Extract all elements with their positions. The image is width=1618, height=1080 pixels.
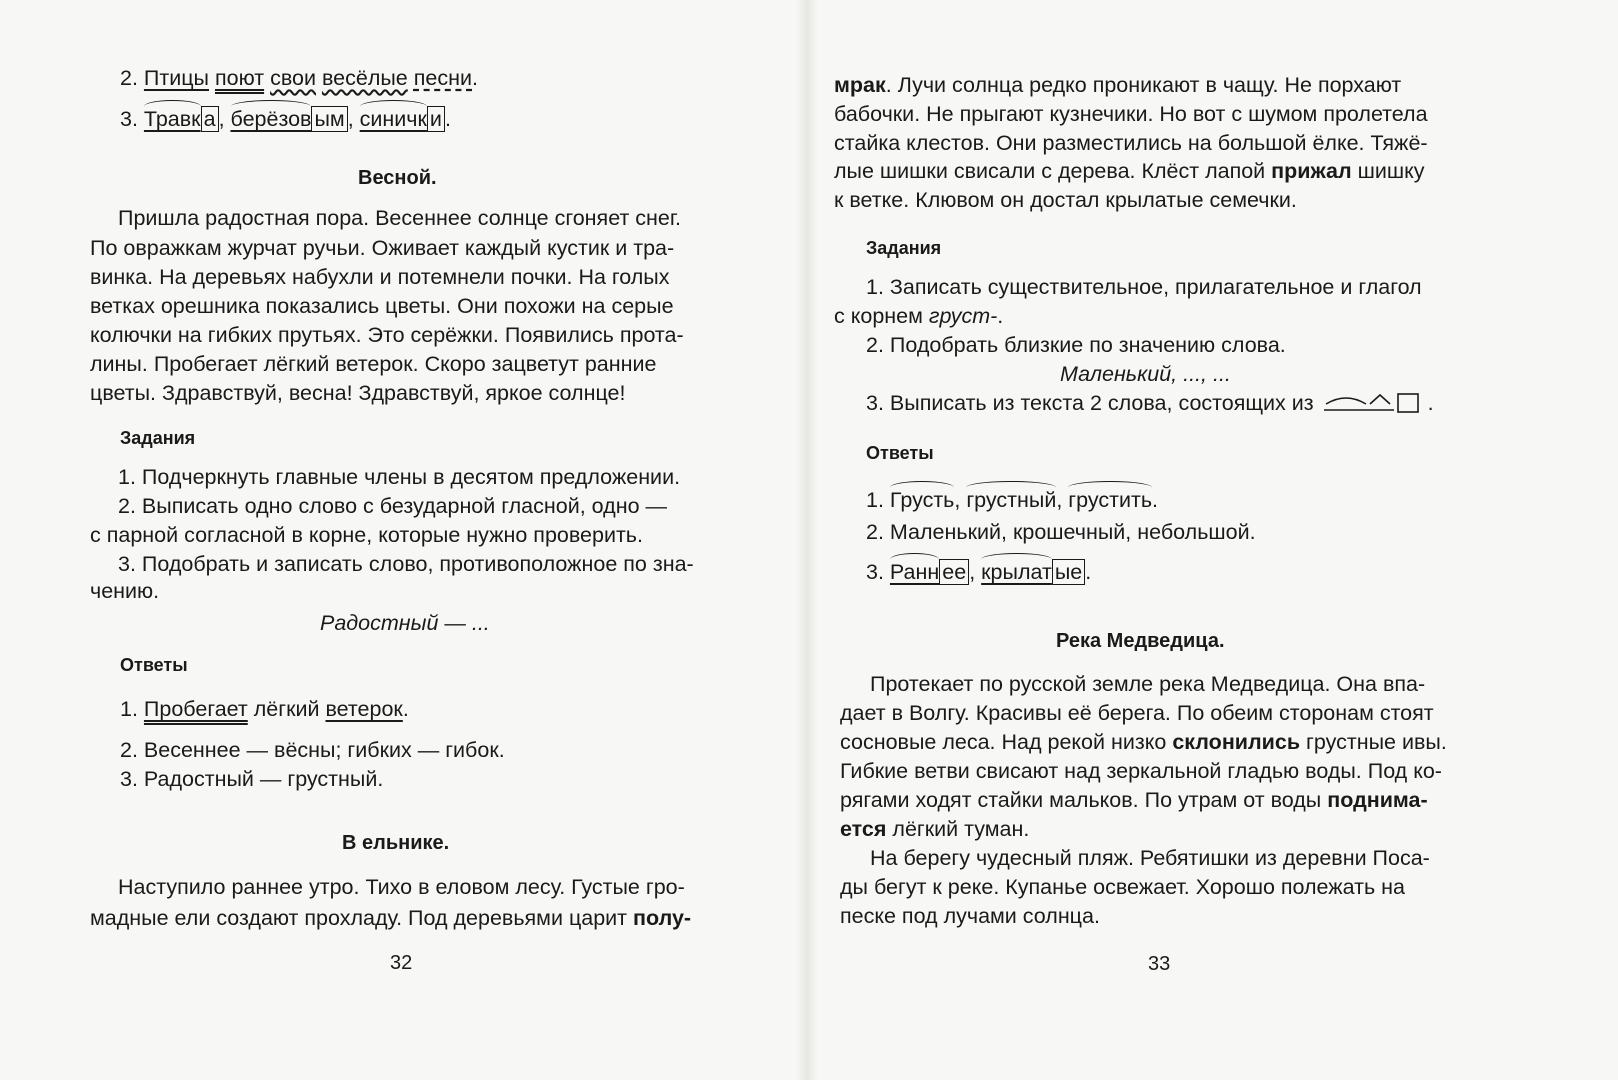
prev-answer-3: 3. Травк а , берёзов ым , синичк и .	[120, 104, 451, 134]
text1-line-1: Пришла радостная пора. Весеннее солнце сгоняет снег.	[118, 206, 682, 230]
text3-line-6: ется лёгкий туман.	[840, 817, 1030, 841]
cont-line-2: бабочки. Не прыгают кузнечики. Но вот с шумом пролетела	[834, 102, 1428, 126]
text1-line-3: винка. На деревьях набухли и потемнели почки. На голых	[90, 265, 670, 289]
left-task-1: 1. Подчеркнуть главные члены в десятом предложении.	[118, 465, 681, 489]
right-task-1: 1. Записать существительное, прилагательное и глагол	[866, 275, 1422, 299]
left-answer-3: 3. Радостный — грустный.	[120, 767, 384, 791]
prev-answer-2: 2. Птицы поют свои весёлые песни.	[120, 66, 478, 90]
right-task-3: 3. Выписать из текста 2 слова, состоящих из .	[866, 391, 1434, 415]
text2-line-1: Наступило раннее утро. Тихо в еловом лесу. Густые гро-	[118, 875, 685, 899]
text1-line-6: лины. Пробегает лёгкий ветерок. Скоро зацветут ранние	[90, 352, 657, 376]
tasks-title-right: Задания	[866, 238, 942, 258]
text3-line-2: дает в Волгу. Красивы её берега. По обеим сторонам стоят	[840, 701, 1434, 725]
text3-line-3: сосновые леса. Над рекой низко склонились грустные ивы.	[840, 730, 1447, 754]
left-answer-2: 2. Весеннее — вёсны; гибких — гибок.	[120, 738, 505, 762]
right-task-2-example: Маленький, ..., ...	[1060, 362, 1231, 386]
title-reka-medveditsa: Река Медведица.	[1056, 630, 1225, 652]
left-task-example: Радостный — ...	[320, 611, 490, 635]
cont-line-1: мрак. Лучи солнца редко проникают в чащу. Не порхают	[834, 73, 1402, 97]
text1-line-2: По овражкам журчат ручьи. Оживает каждый кустик и тра-	[90, 236, 675, 260]
right-answer-3: 3. Ранн ее , крылат ые .	[866, 557, 1091, 587]
cont-line-4: лые шишки свисали с дерева. Клёст лапой прижал шишку	[834, 159, 1425, 183]
text3-line-1: Протекает по русской земле река Медведица. Она впа-	[870, 672, 1426, 696]
tasks-title-left: Задания	[120, 428, 196, 448]
text3-line-7: На берегу чудесный пляж. Ребятишки из деревни Поса-	[870, 846, 1430, 870]
text1-line-7: цветы. Здравствуй, весна! Здравствуй, яркое солнце!	[90, 381, 626, 405]
left-answer-1: 1. Пробегает лёгкий ветерок.	[120, 697, 409, 721]
text1-line-5: колючки на гибких прутьях. Это серёжки. Появились прота-	[90, 323, 684, 347]
right-task-1b: с корнем груст-.	[834, 304, 1004, 328]
left-task-2: 2. Выписать одно слово с безударной гласной, одно —	[118, 494, 667, 518]
right-task-2: 2. Подобрать близкие по значению слова.	[866, 333, 1286, 357]
text1-line-4: ветках орешника показались цветы. Они похожи на серые	[90, 294, 674, 318]
text2-line-2: мадные ели создают прохладу. Под деревьями царит полу-	[90, 906, 692, 930]
text3-line-8: ды бегут к реке. Купанье освежает. Хорошо полежать на	[840, 875, 1405, 899]
text3-line-5: рягами ходят стайки мальков. По утрам от воды поднима-	[840, 788, 1428, 812]
cont-line-3: стайка клестов. Они разместились на большой ёлке. Тяжё-	[834, 131, 1428, 155]
left-task-3: 3. Подобрать и записать слово, противоположное по зна-	[118, 552, 694, 576]
text3-line-9: песке под лучами солнца.	[840, 904, 1100, 928]
page-number-left: 32	[390, 952, 413, 974]
left-task-2b: с парной согласной в корне, которые нужно проверить.	[90, 523, 643, 547]
right-page	[818, 0, 1618, 1080]
title-v-elnike: В ельнике.	[342, 832, 450, 854]
left-task-3b: чению.	[90, 579, 160, 603]
title-vesnoy: Весной.	[358, 167, 437, 189]
word-scheme-icon	[1320, 390, 1428, 414]
text3-line-4: Гибкие ветви свисают над зеркальной гладью воды. Под ко-	[840, 759, 1442, 783]
right-answer-1: 1. Грусть, грустный, грустить.	[866, 485, 1158, 515]
answers-title-right: Ответы	[866, 443, 934, 463]
page-number-right: 33	[1148, 953, 1171, 975]
right-answer-2: 2. Маленький, крошечный, небольшой.	[866, 520, 1256, 544]
left-page	[0, 0, 800, 1080]
answers-title-left: Ответы	[120, 655, 188, 675]
cont-line-5: к ветке. Клювом он достал крылатые семечки.	[834, 188, 1297, 212]
